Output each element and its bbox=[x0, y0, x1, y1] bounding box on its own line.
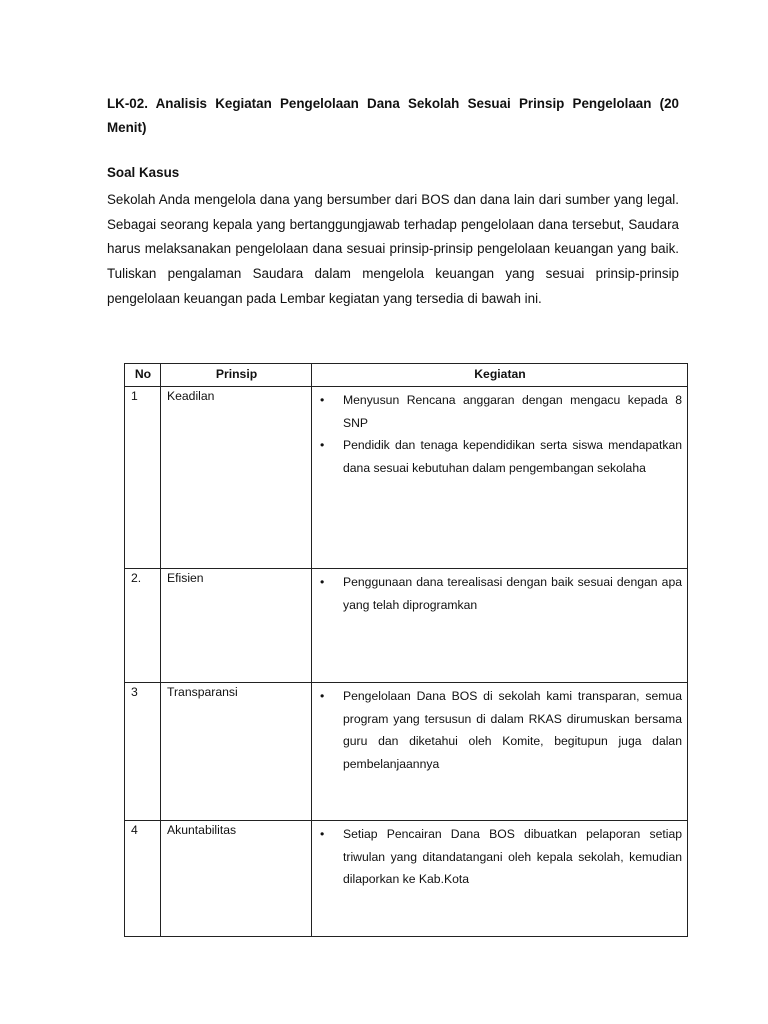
cell-no: 1 bbox=[125, 387, 161, 569]
list-item bbox=[320, 389, 682, 434]
bullet-icon: • bbox=[320, 689, 325, 703]
cell-no: 2. bbox=[125, 569, 161, 683]
list-item bbox=[320, 571, 682, 616]
header-kegiatan: Kegiatan bbox=[312, 364, 688, 387]
table-row bbox=[125, 569, 688, 683]
cell-kegiatan bbox=[312, 387, 688, 569]
cell-kegiatan bbox=[312, 683, 688, 821]
section-heading: Soal Kasus bbox=[107, 165, 180, 180]
bullet-icon: • bbox=[320, 393, 325, 407]
activity-table bbox=[124, 363, 688, 937]
list-item-text: Pendidik dan tenaga kependidikan serta siswa mendapatkan dana sesuai kebutuhan dalam pengembangan sekolaha bbox=[343, 438, 682, 475]
bullet-icon: • bbox=[320, 827, 325, 841]
list-item-text: Menyusun Rencana anggaran dengan mengacu kepada 8 SNP bbox=[343, 393, 682, 430]
list-item bbox=[320, 685, 682, 775]
list-item-text: Setiap Pencairan Dana BOS dibuatkan pelaporan setiap triwulan yang ditandatangani oleh kepala sekolah, kemudian dilaporkan ke Kab.Kota bbox=[343, 827, 682, 886]
cell-prinsip: Akuntabilitas bbox=[161, 821, 312, 937]
list-item-text: Penggunaan dana terealisasi dengan baik sesuai dengan apa yang telah diprogramkan bbox=[343, 575, 682, 612]
list-item bbox=[320, 823, 682, 891]
table-row bbox=[125, 387, 688, 569]
cell-no: 3 bbox=[125, 683, 161, 821]
table-header-row bbox=[125, 364, 688, 387]
bullet-icon: • bbox=[320, 575, 325, 589]
cell-prinsip: Keadilan bbox=[161, 387, 312, 569]
cell-no: 4 bbox=[125, 821, 161, 937]
cell-prinsip: Transparansi bbox=[161, 683, 312, 821]
header-prinsip: Prinsip bbox=[161, 364, 312, 387]
table-row bbox=[125, 683, 688, 821]
cell-prinsip: Efisien bbox=[161, 569, 312, 683]
list-item bbox=[320, 434, 682, 479]
case-paragraph: Sekolah Anda mengelola dana yang bersumber dari BOS dan dana lain dari sumber yang legal. Sebagai seorang kepala yang bertanggungjawab terhadap pengelolaan dana tersebut, Saudara harus melaksanakan pengelolaan dana sesuai prinsip-prinsip pengelolaan keuangan yang baik. Tuliskan pengalaman Saudara dalam mengelola keuangan yang sesuai prinsip-prinsip pengelolaan keuangan pada Lembar kegiatan yang tersedia di bawah ini. bbox=[107, 192, 679, 306]
header-no: No bbox=[125, 364, 161, 387]
cell-kegiatan bbox=[312, 569, 688, 683]
bullet-icon: • bbox=[320, 438, 325, 452]
list-item-text: Pengelolaan Dana BOS di sekolah kami transparan, semua program yang tersusun di dalam RKAS dirumuskan bersama guru dan diketahui oleh Komite, begitupun juga dalan pembelanjaannya bbox=[343, 689, 682, 771]
document-title: LK-02. Analisis Kegiatan Pengelolaan Dana Sekolah Sesuai Prinsip Pengelolaan (20 Menit) bbox=[107, 96, 679, 135]
cell-kegiatan bbox=[312, 821, 688, 937]
table-row bbox=[125, 821, 688, 937]
